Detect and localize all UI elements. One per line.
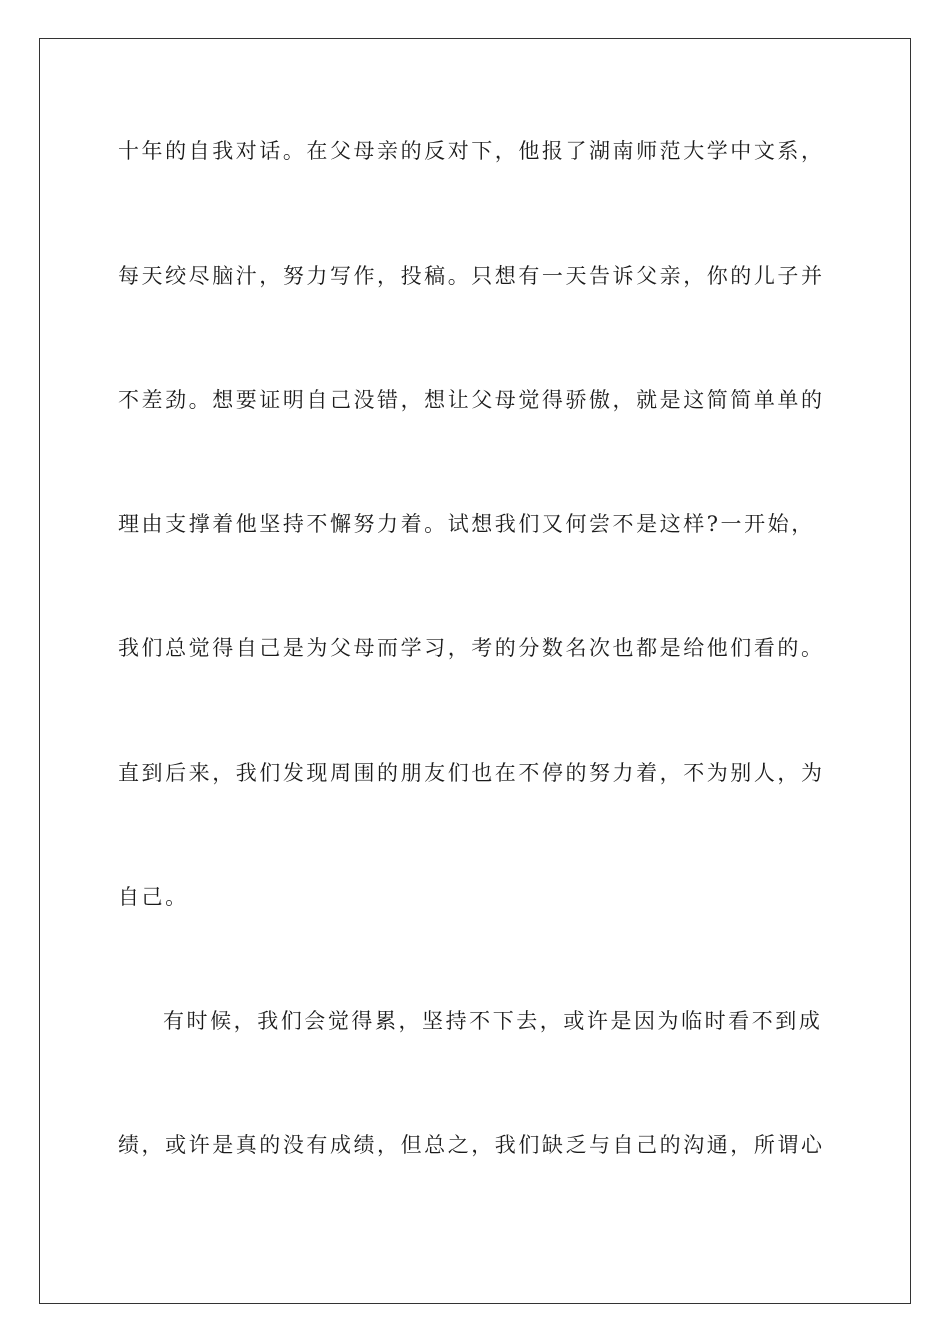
text-line: 不差劲。想要证明自己没错，想让父母觉得骄傲，就是这简简单单的 bbox=[118, 388, 825, 412]
text-line: 每天绞尽脑汁，努力写作，投稿。只想有一天告诉父亲，你的儿子并 bbox=[118, 264, 825, 288]
text-line-paragraph-start: 有时候，我们会觉得累，坚持不下去，或许是因为临时看不到成 bbox=[163, 1009, 823, 1033]
text-line: 直到后来，我们发现周围的朋友们也在不停的努力着，不为别人，为 bbox=[118, 761, 825, 785]
text-line: 我们总觉得自己是为父母而学习，考的分数名次也都是给他们看的。 bbox=[118, 636, 825, 660]
text-line: 理由支撑着他坚持不懈努力着。试想我们又何尝不是这样?一开始， bbox=[118, 512, 815, 536]
page-frame bbox=[39, 38, 911, 1304]
text-line: 自己。 bbox=[118, 885, 189, 909]
text-line: 十年的自我对话。在父母亲的反对下，他报了湖南师范大学中文系， bbox=[118, 139, 825, 163]
text-line: 绩，或许是真的没有成绩，但总之，我们缺乏与自己的沟通，所谓心 bbox=[118, 1133, 825, 1157]
